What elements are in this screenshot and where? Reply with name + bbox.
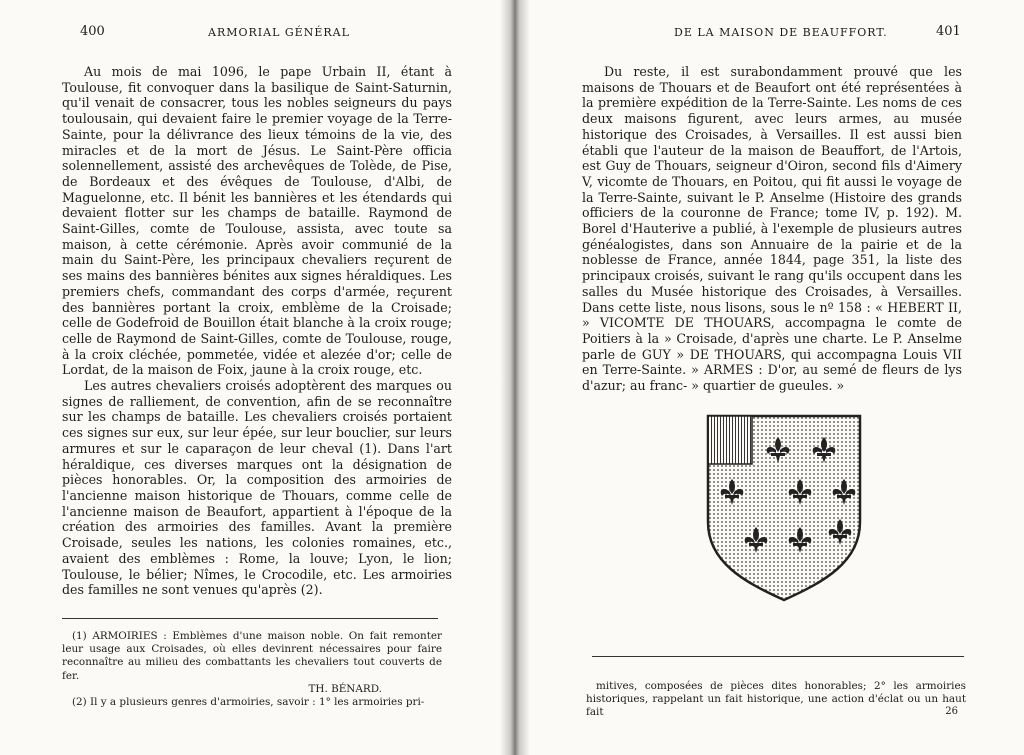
page-number: 400 — [80, 24, 105, 39]
paragraph: Les autres chevaliers croisés adoptèrent des marques ou signes de ralliement, de convention, afin de se reconnaître sur les champs de bataille. Les chevaliers croisés portaient ces signes sur eux, sur leur épée, sur leur bouclier, sur leurs armures et sur le caparaçon de leur cheval (1). Dans l'art héraldique, ces diverses marques ont la désignation de pièces honorables. Or, la composition des armoiries de l'ancienne maison historique de Thouars, comme celle de l'ancienne maison de Beaufort, appartient à l'époque de la création des armoiries des familles. Avant la première Croisade, seules les nations, les colonies romaines, etc., avaient des emblèmes : Rome, la louve; Lyon, le lion; Toulouse, le bélier; Nîmes, le Crocodile, etc. Les armoiries des familles ne sont venues qu'après (2). — [62, 378, 452, 598]
footnote: mitives, composées de pièces dites honorables; 2° les armoiries historiques, rappelant un fait historique, une action d'éclat ou un haut fait — [586, 680, 966, 719]
paragraph: Du reste, il est surabondamment prouvé que les maisons de Thouars et de Beaufort ont été représentées à la première expédition de la Terre-Sainte. Les noms de ces deux maisons figurent, avec leurs armes, au musée historique des Croisades, à Versailles. Il est aussi bien établi que l'auteur de la maison de Beauffort, de l'Artois, est Guy de Thouars, seigneur d'Oiron, second fils d'Aimery V, vicomte de Thouars, en Poitou, qui fit aussi le voyage de la Terre-Sainte, suivant le P. Anselme (Histoire des grands officiers de la couronne de France; tome IV, p. 192). M. Borel d'Hauterive a publié, à l'exemple de plusieurs autres généalogistes, dans son Annuaire de la pairie et de la noblesse de France, année 1844, page 351, la liste des principaux croisés, suivant le rang qu'ils occupent dans les salles du Musée historique des Croisades, à Versailles. Dans cette liste, nous lisons, sous le nº 158 : « HEBERT II, » VICOMTE DE THOUARS, accompagna le comte de Poitiers à la » Croisade, d'après une charte. Le P. Anselme parle de GUY » DE THOUARS, qui accompagna Louis VII en Terre-Sainte. » ARMES : D'or, au semé de fleurs de lys d'azur; au franc- » quartier de gueules. » — [582, 64, 962, 394]
body-text — [582, 64, 962, 394]
footnotes — [62, 630, 442, 709]
right-page — [512, 0, 1024, 755]
signature-mark: 26 — [945, 706, 958, 717]
coat-of-arms-shield — [704, 412, 864, 604]
running-head: DE LA MAISON DE BEAUFFORT. — [674, 26, 888, 39]
footnotes — [586, 680, 966, 720]
footnote-rule — [592, 656, 964, 657]
paragraph: Au mois de mai 1096, le pape Urbain II, étant à Toulouse, fit convoquer dans la basilique de Saint-Saturnin, qu'il venait de consacrer, tous les nobles seigneurs du pays toulousain, qui devaient faire le premier voyage de la Terre-Sainte, pour la délivrance des lieux témoins de la vie, des miracles et de la mort de Jésus. Le Saint-Père officia solennellement, assisté des archevêques de Tolède, de Pise, de Bordeaux et des évêques de Toulouse, d'Albi, de Maguelonne, etc. Il bénit les bannières et les étendards qui devaient flotter sur les champs de bataille. Raymond de Saint-Gilles, comte de Toulouse, assista, avec toute sa maison, à cette cérémonie. Après avoir communié de la main du Saint-Père, les principaux chevaliers reçurent de ses mains des bannières bénites aux signes héraldiques. Les premiers chefs, commandant des corps d'armée, reçurent des bannières portant la croix, emblème de la Croisade; celle de Godefroid de Bouillon était blanche à la croix rouge; celle de Raymond de Saint-Gilles, comte de Toulouse, rouge, à la croix cléchée, pommetée, vidée et alezée d'or; celle de Lordat, de la maison de Foix, jaune à la croix rouge, etc. — [62, 64, 452, 378]
body-text — [62, 64, 452, 598]
page-number: 401 — [936, 24, 961, 39]
footnote-rule — [62, 618, 438, 619]
footnote: (1) ARMOIRIES : Emblèmes d'une maison noble. On fait remonter leur usage aux Croisades, où elles devinrent nécessaires pour faire reconnaître au milieu des combattants les chevaliers tout couverts de fer. — [62, 630, 442, 682]
running-head: ARMORIAL GÉNÉRAL — [208, 26, 350, 39]
footnote: (2) Il y a plusieurs genres d'armoiries, savoir : 1° les armoiries pri- — [72, 696, 425, 709]
footnote-signature: TH. BÉNARD. — [308, 682, 382, 695]
